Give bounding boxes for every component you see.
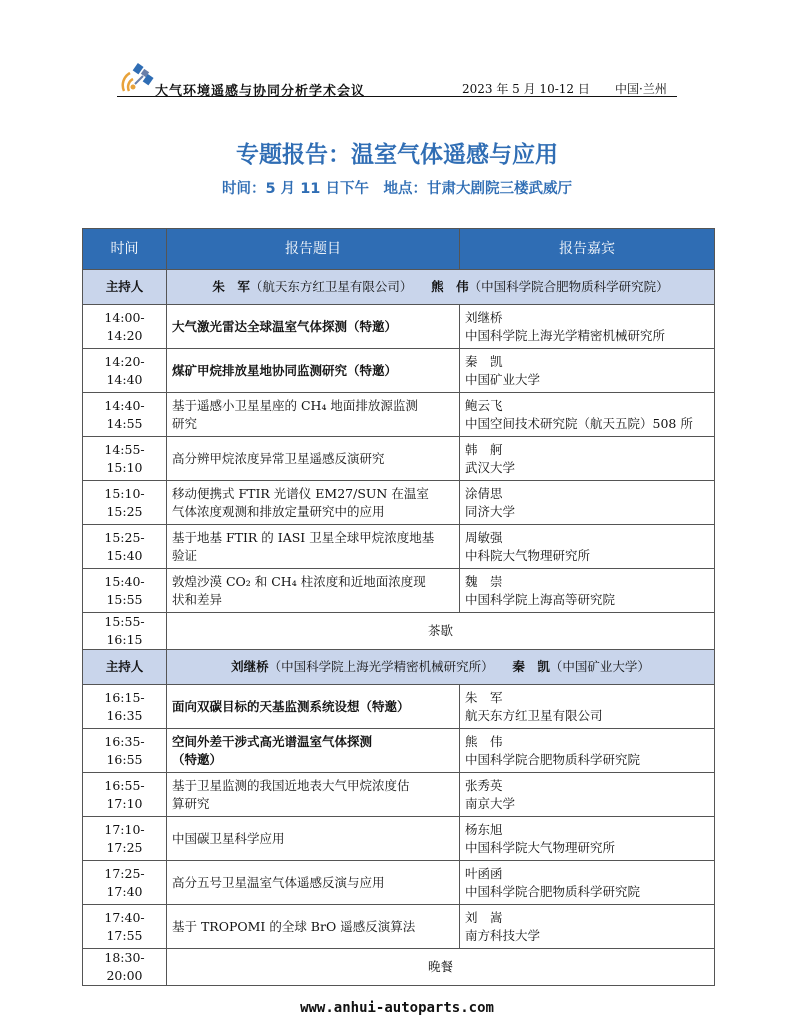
speaker-name: 周敏强 [465, 529, 503, 545]
host-label: 主持人 [83, 650, 167, 685]
talk-topic-line: 中国碳卫星科学应用 [172, 830, 285, 846]
talk-topic-line: 气体浓度观测和排放定量研究中的应用 [172, 503, 385, 519]
talk-topic [167, 817, 460, 861]
talk-topic-line: 基于 TROPOMI 的全球 BrO 遥感反演算法 [172, 918, 416, 934]
talk-row [83, 393, 715, 437]
talk-time: 15:40-15:55 [83, 569, 167, 613]
break-row [83, 613, 715, 650]
conference-date: 2023 年 5 月 10-12 日 [462, 82, 590, 96]
host-names [167, 650, 715, 685]
speaker-affiliation: 中国矿业大学 [465, 371, 541, 387]
talk-topic-line: 算研究 [172, 795, 210, 811]
talk-speaker [460, 481, 715, 525]
talk-time: 16:15-16:35 [83, 685, 167, 729]
talk-row [83, 773, 715, 817]
host-names [167, 270, 715, 305]
talk-time: 16:35-16:55 [83, 729, 167, 773]
talk-topic-line: 状和差异 [172, 591, 223, 607]
talk-speaker [460, 569, 715, 613]
talk-topic [167, 905, 460, 949]
talk-speaker [460, 729, 715, 773]
talk-topic [167, 437, 460, 481]
speaker-name: 鲍云飞 [465, 397, 503, 413]
host-org: （中国矿业大学） [549, 659, 650, 674]
talk-row [83, 437, 715, 481]
talk-time: 17:40-17:55 [83, 905, 167, 949]
talk-topic-line: 研究 [172, 415, 198, 431]
column-header-speaker: 报告嘉宾 [460, 229, 715, 270]
talk-topic-line: 验证 [172, 547, 198, 563]
break-row [83, 949, 715, 986]
break-label: 茶歇 [167, 613, 715, 650]
host-name: 朱 军 [212, 279, 250, 294]
host-row [83, 270, 715, 305]
talk-topic [167, 305, 460, 349]
speaker-name: 张秀英 [465, 777, 503, 793]
talk-speaker [460, 861, 715, 905]
talk-speaker [460, 437, 715, 481]
talk-time: 15:10-15:25 [83, 481, 167, 525]
talk-row [83, 729, 715, 773]
talk-topic-line: 基于遥感小卫星星座的 CH₄ 地面排放源监测 [172, 397, 418, 413]
talk-speaker [460, 305, 715, 349]
talk-time: 14:40-14:55 [83, 393, 167, 437]
talk-row [83, 349, 715, 393]
speaker-name: 叶函函 [465, 865, 503, 881]
speaker-name: 刘 嵩 [465, 909, 503, 925]
talk-topic [167, 393, 460, 437]
talk-speaker [460, 685, 715, 729]
speaker-name: 魏 崇 [465, 573, 503, 589]
speaker-affiliation: 中国科学院合肥物质科学研究院 [465, 883, 641, 899]
talk-speaker [460, 525, 715, 569]
talk-speaker [460, 817, 715, 861]
talk-topic [167, 861, 460, 905]
talk-topic-line: 空间外差干涉式高光谱温室气体探测 [172, 733, 373, 749]
talk-time: 15:25-15:40 [83, 525, 167, 569]
talk-time: 17:25-17:40 [83, 861, 167, 905]
talk-row [83, 905, 715, 949]
host-org: （中国科学院上海光学精密机械研究所） [268, 659, 488, 674]
talk-topic-line: 移动便携式 FTIR 光谱仪 EM27/SUN 在温室 [172, 485, 429, 501]
schedule-table [82, 228, 715, 986]
talk-speaker [460, 393, 715, 437]
talk-time: 14:55-15:10 [83, 437, 167, 481]
speaker-affiliation: 中国科学院上海高等研究院 [465, 591, 616, 607]
host-org: （航天东方红卫星有限公司） [249, 279, 407, 294]
speaker-name: 秦 凯 [465, 353, 503, 369]
talk-topic-line: 敦煌沙漠 CO₂ 和 CH₄ 柱浓度和近地面浓度现 [172, 573, 426, 589]
talk-time: 16:55-17:10 [83, 773, 167, 817]
host-name: 秦 凯 [512, 659, 550, 674]
talk-topic-line: 高分辨甲烷浓度异常卫星遥感反演研究 [172, 450, 385, 466]
footer-url: www.anhui-autoparts.com [300, 1000, 494, 1016]
speaker-affiliation: 南方科技大学 [465, 927, 541, 943]
talk-topic-line: 煤矿甲烷排放星地协同监测研究（特邀） [172, 362, 398, 378]
talk-topic-line: （特邀） [172, 751, 223, 767]
speaker-affiliation: 中国空间技术研究院（航天五院）508 所 [465, 415, 693, 431]
page-header [117, 58, 677, 97]
speaker-name: 涂倩思 [465, 485, 503, 501]
talk-row [83, 481, 715, 525]
speaker-name: 韩 舸 [465, 441, 503, 457]
host-label: 主持人 [83, 270, 167, 305]
page-title: 专题报告：温室气体遥感与应用 [236, 142, 558, 168]
break-label: 晚餐 [167, 949, 715, 986]
speaker-affiliation: 中国科学院上海光学精密机械研究所 [465, 327, 666, 343]
talk-time: 14:20-14:40 [83, 349, 167, 393]
speaker-affiliation: 航天东方红卫星有限公司 [465, 707, 603, 723]
talk-row [83, 569, 715, 613]
speaker-name: 杨东旭 [465, 821, 503, 837]
talk-topic [167, 729, 460, 773]
talk-topic-line: 高分五号卫星温室气体遥感反演与应用 [172, 874, 385, 890]
host-row [83, 650, 715, 685]
host-org: （中国科学院合肥物质科学研究院） [468, 279, 669, 294]
talk-topic [167, 685, 460, 729]
column-header-topic: 报告题目 [167, 229, 460, 270]
talk-topic [167, 481, 460, 525]
talk-speaker [460, 905, 715, 949]
break-time: 15:55-16:15 [83, 613, 167, 650]
talk-topic [167, 525, 460, 569]
satellite-logo-icon [121, 60, 155, 94]
talk-speaker [460, 773, 715, 817]
talk-topic-line: 面向双碳目标的天基监测系统设想（特邀） [172, 698, 410, 714]
speaker-name: 熊 伟 [465, 733, 503, 749]
talk-row [83, 525, 715, 569]
talk-topic [167, 349, 460, 393]
speaker-affiliation: 中国科学院合肥物质科学研究院 [465, 751, 641, 767]
talk-topic-line: 大气激光雷达全球温室气体探测（特邀） [172, 318, 398, 334]
conference-name: 大气环境遥感与协同分析学术会议 [155, 84, 366, 99]
speaker-name: 朱 军 [465, 689, 503, 705]
break-time: 18:30-20:00 [83, 949, 167, 986]
page-subtitle: 时间：5 月 11 日下午 地点：甘肃大剧院三楼武威厅 [222, 181, 572, 197]
speaker-affiliation: 中科院大气物理研究所 [465, 547, 591, 563]
talk-topic [167, 773, 460, 817]
speaker-name: 刘继桥 [465, 309, 503, 325]
speaker-affiliation: 武汉大学 [465, 459, 516, 475]
talk-row [83, 685, 715, 729]
speaker-affiliation: 中国科学院大气物理研究所 [465, 839, 616, 855]
talk-topic-line: 基于地基 FTIR 的 IASI 卫星全球甲烷浓度地基 [172, 529, 435, 545]
talk-time: 17:10-17:25 [83, 817, 167, 861]
speaker-affiliation: 南京大学 [465, 795, 516, 811]
host-name: 刘继桥 [231, 659, 269, 674]
talk-row [83, 305, 715, 349]
talk-row [83, 817, 715, 861]
table-header-row [83, 229, 715, 270]
talk-time: 14:00-14:20 [83, 305, 167, 349]
talk-topic [167, 569, 460, 613]
talk-topic-line: 基于卫星监测的我国近地表大气甲烷浓度估 [172, 777, 410, 793]
speaker-affiliation: 同济大学 [465, 503, 516, 519]
host-name: 熊 伟 [431, 279, 469, 294]
conference-place: 中国·兰州 [615, 82, 667, 96]
talk-speaker [460, 349, 715, 393]
column-header-time: 时间 [83, 229, 167, 270]
talk-row [83, 861, 715, 905]
